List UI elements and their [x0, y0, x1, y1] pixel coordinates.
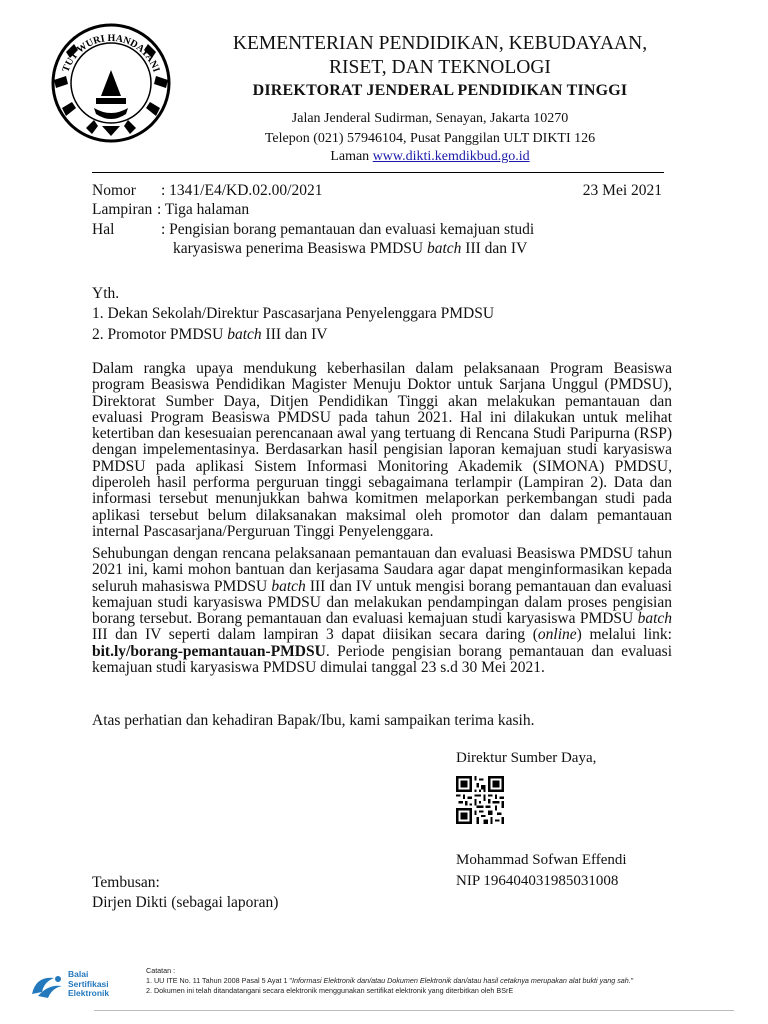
p2-part-c: III dan IV seperti dalam lampiran 3 dapat diisikan secara daring (: [92, 626, 538, 644]
qr-code-icon: [456, 776, 504, 824]
note-1: [146, 976, 633, 986]
recipient-2: [92, 325, 328, 344]
body-paragraph-2: [92, 546, 672, 676]
cc-item: Dirjen Dikti (sebagai laporan): [92, 894, 279, 911]
nomor-value: : 1341/E4/KD.02.00/2021: [161, 182, 323, 199]
letter-date: 23 Mei 2021: [582, 182, 662, 199]
website-line: [200, 148, 660, 166]
tut-wuri-handayani-logo: [36, 8, 186, 158]
footer-notes: [146, 966, 633, 996]
logo-motto: TUT WURI HANDAYANI: [60, 32, 162, 74]
signer-name: Mohammad Sofwan Effendi: [456, 852, 627, 868]
footer-divider: [94, 1010, 734, 1011]
directorate-name: DIREKTORAT JENDERAL PENDIDIKAN TINGGI: [252, 82, 628, 99]
bsre-line-3: Elektronik: [68, 988, 110, 998]
bsre-line-1: Balai: [68, 969, 89, 979]
hal-line1: : Pengisian borang pemantauan dan evaluasi kemajuan studi: [161, 221, 535, 238]
signer-title: Direktur Sumber Daya,: [456, 750, 597, 766]
note-2: 2. Dokumen ini telah ditandatangani secara elektronik menggunakan sertifikat elektronik yang diterbitkan oleh BSrE: [146, 986, 514, 995]
hal-label: Hal: [92, 221, 115, 238]
hal-line2-batch: batch: [426, 240, 462, 257]
recipient-1: 1. Dekan Sekolah/Direktur Pascasarjana Penyelenggara PMDSU: [92, 305, 495, 322]
recipient-2-text: 2. Promotor PMDSU: [92, 326, 224, 343]
address: Jalan Jenderal Sudirman, Senayan, Jakarta 10270: [291, 111, 569, 126]
bsre-logo-icon: [28, 970, 68, 1002]
ministry-name-line1: KEMENTERIAN PENDIDIKAN, KEBUDAYAAN,: [232, 33, 648, 54]
p2-batch-1: batch: [271, 577, 306, 595]
bsre-name: [68, 970, 109, 999]
hal-line2-suffix: III dan IV: [465, 240, 528, 257]
recipient-2-suffix: III dan IV: [265, 326, 328, 343]
p2-part-a: Sehubungan dengan rencana pelaksanaan pemantauan dan evaluasi Beasiswa PMDSU tahun 2021 ini, kami mohon bantuan dan kerjasama Saudara agar dapat menginformasikan kepada seluruh mahasiswa PMDSU: [92, 545, 672, 595]
p2-part-b: III dan IV untuk mengisi borang pemantauan dan evaluasi kemajuan studi karyasiswa PMDSU dan melakukan pendampingan dalam proses pengisian borang tersebut. Borang pemantauan dan evaluasi kemajuan studi karyasiswa PMDSU: [92, 577, 672, 628]
website-label: Laman: [330, 149, 370, 164]
cc-label: Tembusan:: [92, 874, 160, 891]
nomor-label: Nomor: [92, 182, 136, 199]
hal-line2-text: karyasiswa penerima Beasiswa PMDSU: [173, 240, 424, 257]
p2-part-e: . Periode pengisian borang pemantauan dan evaluasi kemajuan studi karyasiswa PMDSU dimulai tanggal 23 s.d 30 Mei 2021.: [92, 642, 672, 677]
lampiran-label: Lampiran: [92, 201, 153, 218]
note-1-close: ": [630, 976, 634, 985]
note-1-quote: Informasi Elektronik dan/atau Dokumen Elektronik dan/atau hasil cetaknya merupakan alat bukti yang sah.: [292, 976, 631, 985]
ministry-name-line2: RISET, DAN TEKNOLOGI: [329, 57, 551, 78]
phone: Telepon (021) 57946104, Pusat Panggilan ULT DIKTI 126: [264, 131, 596, 146]
yth: Yth.: [92, 285, 120, 302]
letterhead-divider: [92, 172, 664, 173]
lampiran-value: : Tiga halaman: [157, 201, 250, 218]
catatan-label: Catatan :: [146, 966, 176, 975]
signer-nip: NIP 196404031985031008: [456, 873, 619, 889]
website-link[interactable]: www.dikti.kemdikbud.go.id: [372, 149, 530, 164]
hal-line2: [173, 239, 527, 258]
note-1-text: 1. UU ITE No. 11 Tahun 2008 Pasal 5 Ayat 1 ": [146, 976, 292, 985]
closing-sentence: Atas perhatian dan kehadiran Bapak/Ibu, kami sampaikan terima kasih.: [92, 712, 535, 729]
p2-batch-2: batch: [637, 610, 673, 628]
recipient-2-batch: batch: [227, 326, 262, 343]
borang-link[interactable]: bit.ly/borang-pemantauan-PMDSU: [92, 642, 326, 660]
body-paragraph-1: Dalam rangka upaya mendukung keberhasilan dalam pelaksanaan Program Beasiswa program Beasiswa Pendidikan Magister Menuju Doktor untuk Sarjana Unggul (PMDSU), Direktorat Sumber Daya, Ditjen Pendidikan Tinggi akan melakukan pemantauan dan evaluasi Program Beasiswa PMDSU pada tahun 2021. Hal ini dilakukan untuk melihat ketertiban dan kesesuaian perencanaan awal yang tertuang di Rencana Studi Paripurna (RSP) dengan impelementasinya. Berdasarkan hasil pengisian laporan kemajuan studi karyasiswa PMDSU pada aplikasi Sistem Informasi Monitoring Akademik (SIMONA) PMDSU, diperoleh hasil performa perguruan tinggi sebagaimana terlampir (Lampiran 2). Data dan informasi tersebut menunjukkan bahwa komitmen melaporkan perkembangan studi pada aplikasi tersebut belum dilaksanakan maksimal oleh promotor dan dalam pemantauan internal Pascasarjana/Perguruan Tinggi Penyelenggara.: [92, 360, 672, 540]
p2-part-d: ) melalui link:: [576, 626, 672, 644]
p2-online: online: [537, 626, 577, 644]
bsre-line-2: Sertifikasi: [68, 978, 109, 989]
